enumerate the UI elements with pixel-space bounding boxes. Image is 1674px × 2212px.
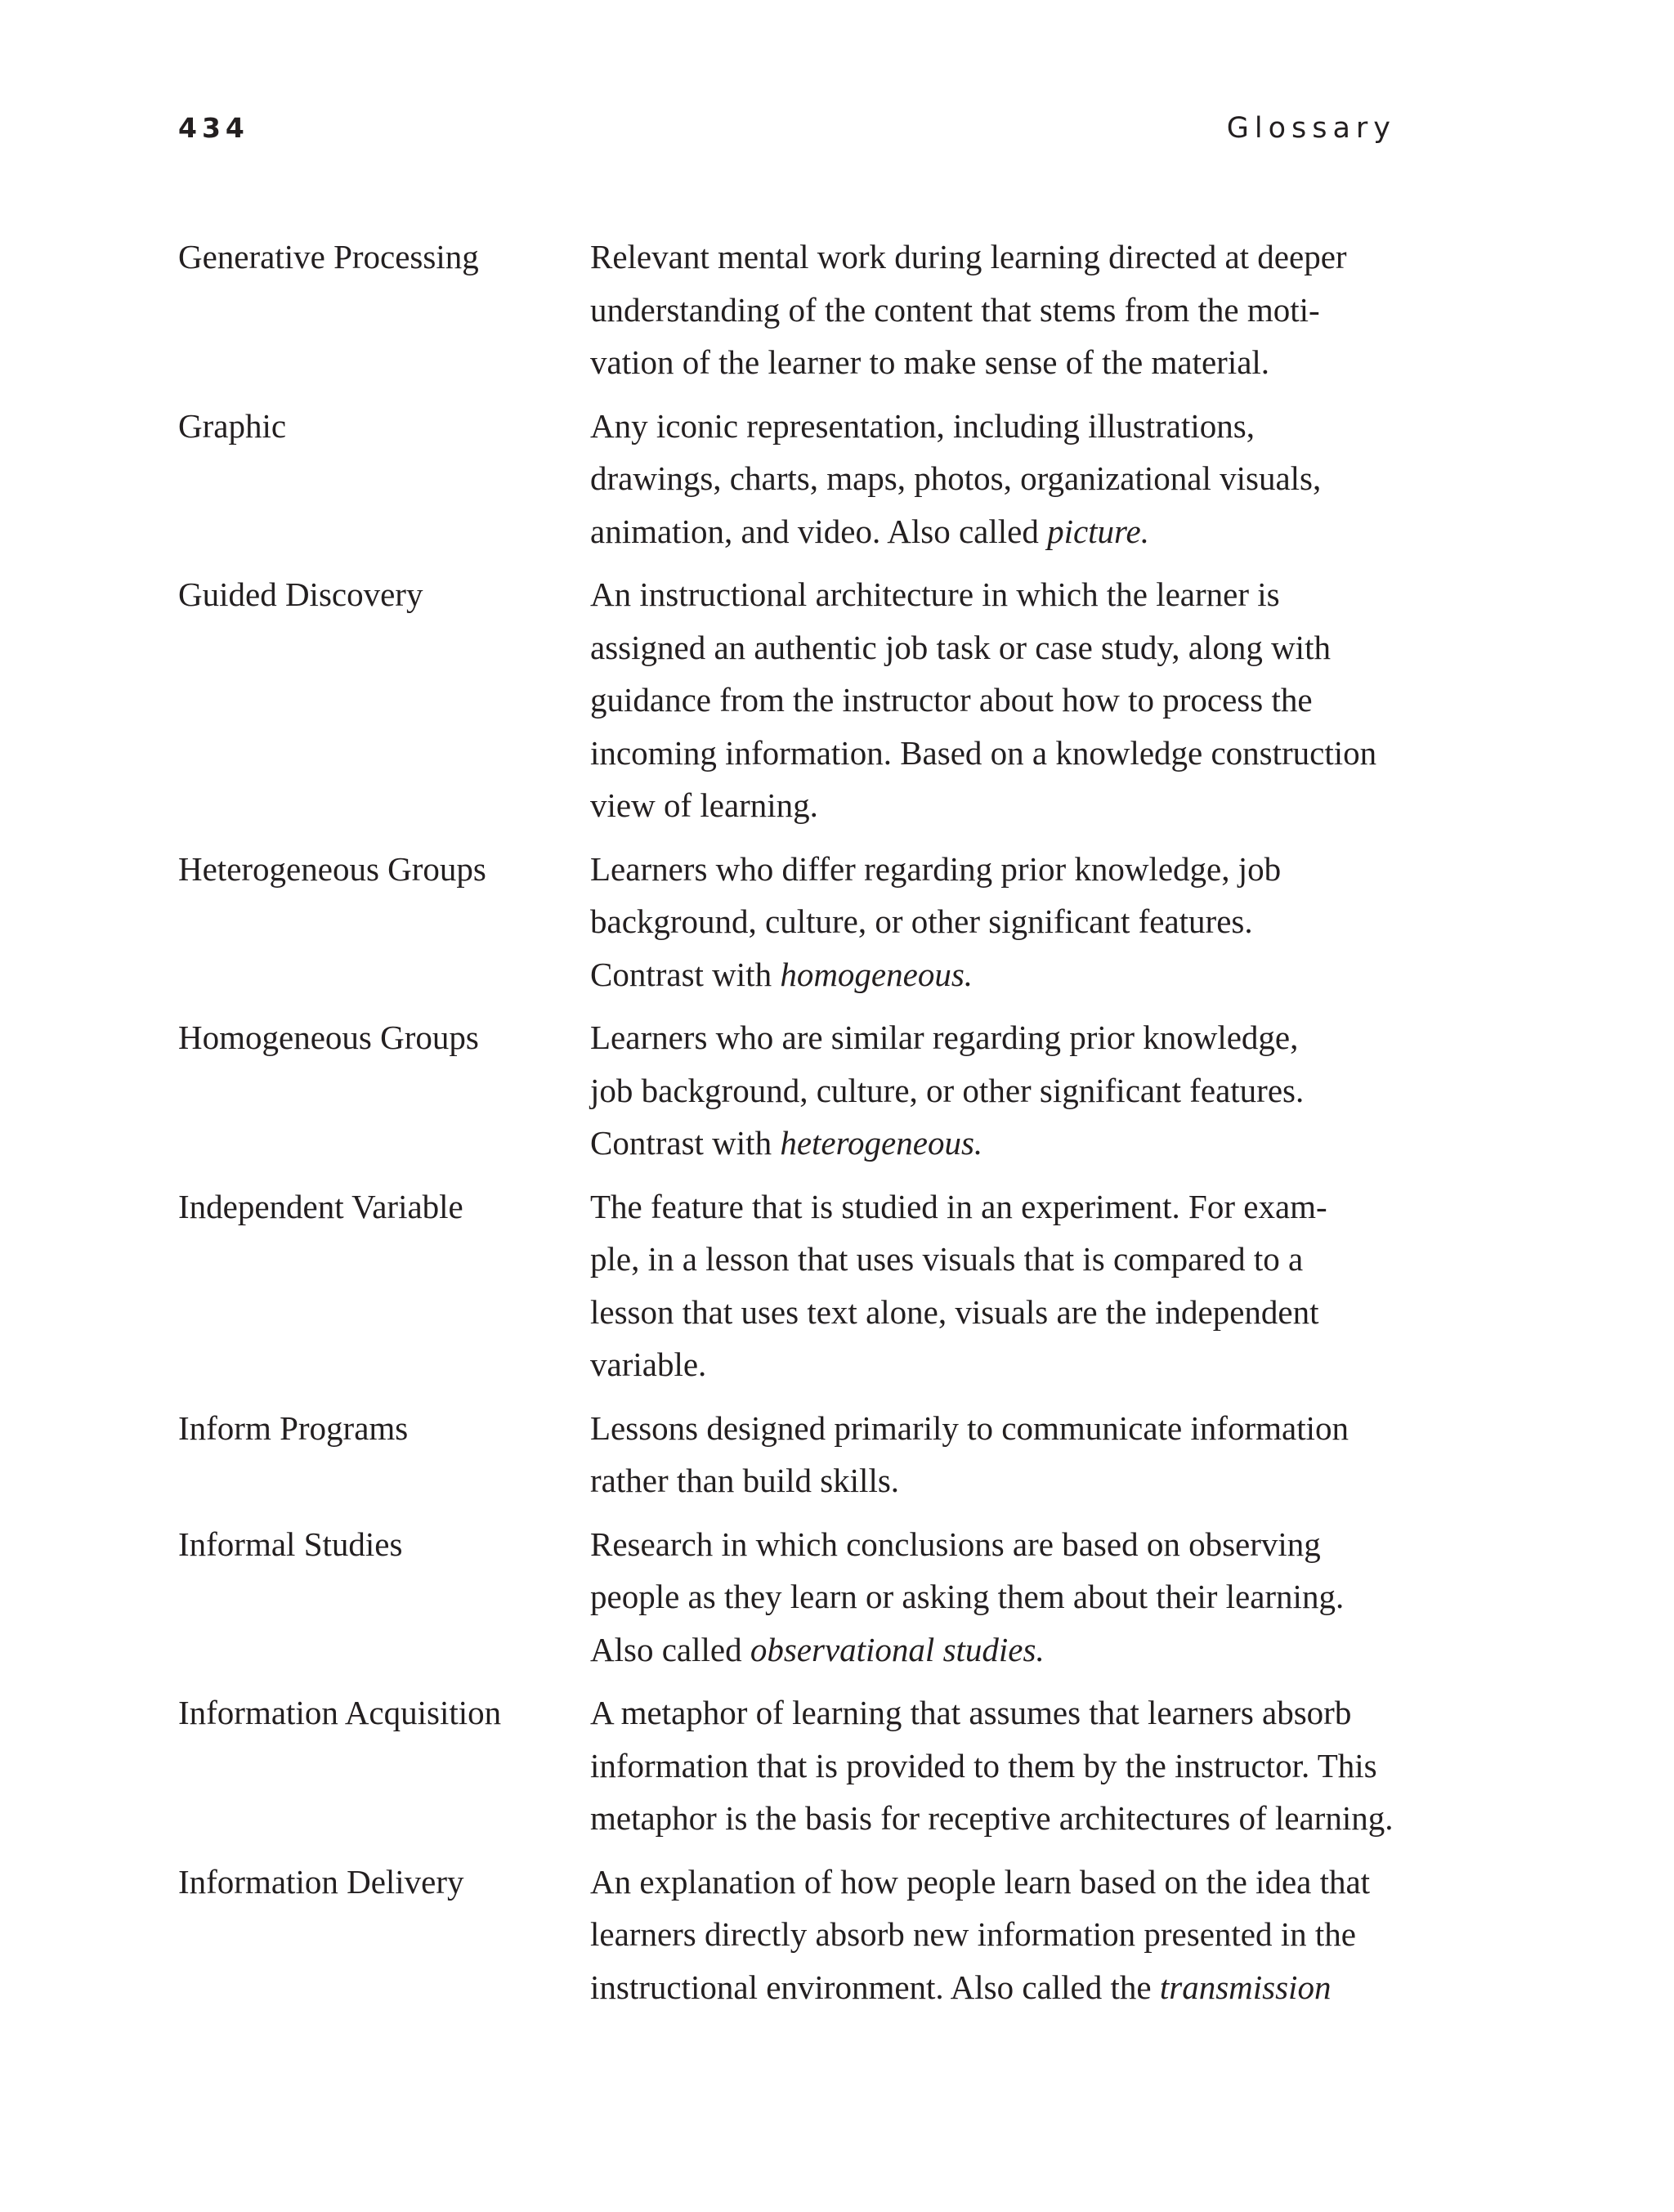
glossary-definition bbox=[590, 568, 1399, 832]
see-also-term: picture. bbox=[1047, 512, 1149, 550]
definition-line: Any iconic representation, including illustrations, bbox=[590, 406, 1255, 445]
definition-line: An instructional architecture in which the learner is bbox=[590, 575, 1280, 613]
glossary-term: Guided Discovery bbox=[178, 575, 423, 613]
definition-line: understanding of the content that stems from the moti- bbox=[590, 290, 1320, 329]
glossary-entry bbox=[178, 843, 1404, 1001]
definition-line: learners directly absorb new information presented in the bbox=[590, 1915, 1356, 1953]
definition-line: incoming information. Based on a knowledge construction bbox=[590, 733, 1377, 772]
definition-line: vation of the learner to make sense of the material. bbox=[590, 343, 1270, 381]
definition-line bbox=[590, 1961, 1399, 2014]
definition-line: view of learning. bbox=[590, 786, 818, 824]
glossary-definition bbox=[590, 1402, 1399, 1507]
glossary-term: Inform Programs bbox=[178, 1408, 409, 1447]
definition-text: animation, and video. Also called bbox=[590, 512, 1048, 550]
glossary-entry bbox=[178, 1011, 1404, 1170]
glossary-term: Generative Processing bbox=[178, 238, 479, 275]
glossary-definition bbox=[590, 1180, 1399, 1391]
definition-line bbox=[590, 505, 1399, 558]
definition-line: ple, in a lesson that uses visuals that is compared to a bbox=[590, 1240, 1304, 1278]
definition-text: Contrast with bbox=[590, 955, 781, 993]
glossary-definition bbox=[590, 1856, 1399, 2014]
definition-line: An explanation of how people learn based on the idea that bbox=[590, 1862, 1371, 1901]
glossary-definition bbox=[590, 1011, 1399, 1170]
glossary-term: Information Delivery bbox=[178, 1862, 464, 1901]
glossary-list bbox=[178, 231, 1404, 2024]
glossary-term: Informal Studies bbox=[178, 1525, 403, 1563]
see-also-term: transmission bbox=[1159, 1968, 1332, 2006]
glossary-entry bbox=[178, 1856, 1404, 2014]
definition-line: Research in which conclusions are based on observing bbox=[590, 1525, 1321, 1563]
definition-line: Learners who differ regarding prior knowledge, job bbox=[590, 849, 1282, 888]
glossary-entry bbox=[178, 1686, 1404, 1845]
definition-line: Lessons designed primarily to communicate information bbox=[590, 1408, 1349, 1447]
glossary-term: Heterogeneous Groups bbox=[178, 849, 486, 888]
definition-line: lesson that uses text alone, visuals are the independent bbox=[590, 1292, 1319, 1331]
definition-line: background, culture, or other significant features. bbox=[590, 902, 1253, 940]
glossary-definition bbox=[590, 400, 1399, 558]
glossary-entry bbox=[178, 1518, 1404, 1677]
glossary-term: Independent Variable bbox=[178, 1187, 463, 1225]
definition-line: people as they learn or asking them about their learning. bbox=[590, 1578, 1345, 1615]
definition-line: The feature that is studied in an experiment. For exam- bbox=[590, 1187, 1327, 1225]
definition-line: metaphor is the basis for receptive architectures of learning. bbox=[590, 1799, 1394, 1837]
definition-line: guidance from the instructor about how to process the bbox=[590, 681, 1313, 719]
glossary-term: Homogeneous Groups bbox=[178, 1019, 479, 1056]
glossary-entry bbox=[178, 400, 1404, 558]
glossary-definition bbox=[590, 1518, 1399, 1677]
definition-line: job background, culture, or other significant features. bbox=[590, 1071, 1305, 1109]
glossary-term: Information Acquisition bbox=[178, 1694, 502, 1731]
page-number: 434 bbox=[178, 112, 249, 144]
definition-line: rather than build skills. bbox=[590, 1462, 900, 1499]
definition-text: instructional environment. Also called the bbox=[590, 1968, 1160, 2006]
glossary-entry bbox=[178, 1402, 1404, 1507]
definition-line bbox=[590, 1117, 1399, 1170]
definition-text: Contrast with bbox=[590, 1124, 781, 1162]
definition-line: drawings, charts, maps, photos, organizational visuals, bbox=[590, 459, 1322, 497]
definition-line: A metaphor of learning that assumes that learners absorb bbox=[590, 1694, 1352, 1731]
definition-text: Also called bbox=[590, 1630, 750, 1668]
definition-line: Relevant mental work during learning directed at deeper bbox=[590, 238, 1347, 275]
glossary-term: Graphic bbox=[178, 406, 287, 445]
glossary-definition bbox=[590, 1686, 1399, 1845]
glossary-definition bbox=[590, 843, 1399, 1001]
glossary-entry bbox=[178, 568, 1404, 832]
glossary-entry bbox=[178, 1180, 1404, 1391]
definition-line bbox=[590, 1623, 1399, 1677]
definition-line: variable. bbox=[590, 1346, 707, 1383]
definition-line: information that is provided to them by the instructor. This bbox=[590, 1746, 1377, 1784]
definition-line bbox=[590, 948, 1399, 1001]
glossary-entry bbox=[178, 231, 1404, 389]
see-also-term: homogeneous. bbox=[780, 955, 974, 993]
page-header bbox=[178, 112, 1396, 153]
see-also-term: heterogeneous. bbox=[780, 1124, 983, 1162]
see-also-term: observational studies. bbox=[750, 1630, 1045, 1668]
running-head: Glossary bbox=[1226, 112, 1396, 145]
glossary-definition bbox=[590, 231, 1399, 389]
definition-line: assigned an authentic job task or case study, along with bbox=[590, 628, 1331, 666]
definition-line: Learners who are similar regarding prior knowledge, bbox=[590, 1019, 1299, 1056]
